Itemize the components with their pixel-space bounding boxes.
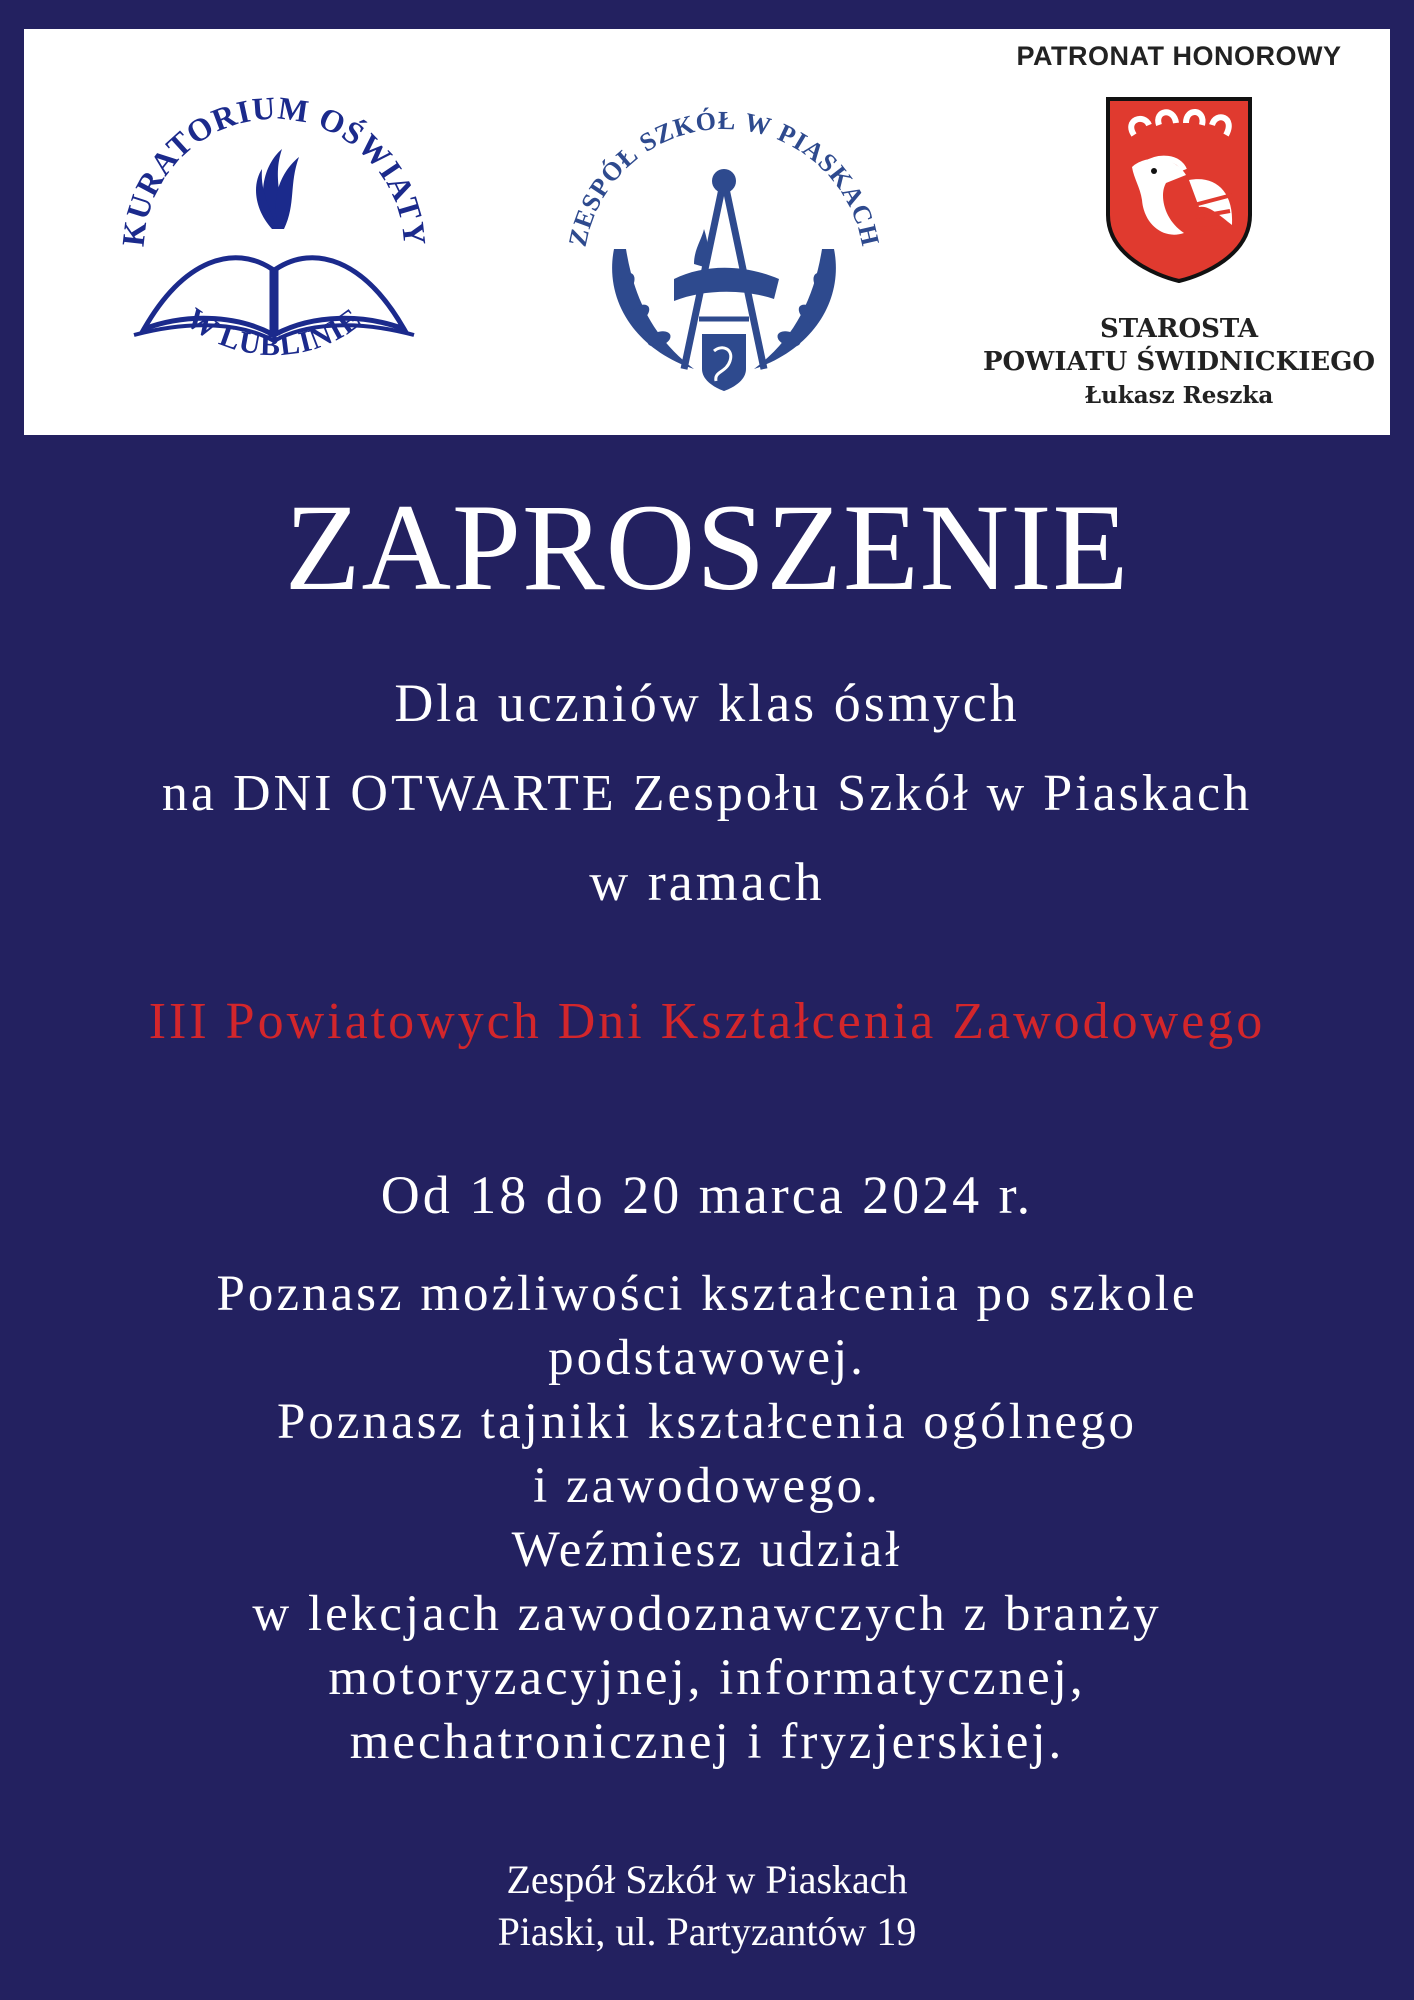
coat-of-arms-icon bbox=[1104, 95, 1254, 290]
kuratorium-bottom-text: W LUBLINIE bbox=[180, 301, 368, 363]
description-line: i zawodowego. bbox=[533, 1458, 881, 1514]
description-line: podstawowej. bbox=[548, 1330, 866, 1386]
description-line: motoryzacyjnej, informatycznej, bbox=[328, 1650, 1086, 1706]
starosta-district: POWIATU ŚWIDNICKIEGO bbox=[982, 347, 1376, 377]
description-line: w lekcjach zawodoznawczych z branży bbox=[252, 1586, 1162, 1642]
patronat-block bbox=[974, 29, 1384, 435]
description-line: Poznasz możliwości kształcenia po szkole bbox=[216, 1266, 1198, 1322]
flame-small-icon bbox=[694, 229, 708, 267]
shield-icon bbox=[702, 334, 746, 391]
page-title: ZAPROSZENIE bbox=[284, 479, 1130, 616]
footer-address: Piaski, ul. Partyzantów 19 bbox=[497, 1909, 917, 1954]
logo-banner bbox=[24, 29, 1390, 435]
description bbox=[0, 1262, 1414, 1774]
compass-hinge-icon bbox=[712, 169, 736, 193]
intro-line-3: w ramach bbox=[589, 852, 825, 912]
patronat-heading: PATRONAT HONOROWY bbox=[1016, 41, 1342, 71]
description-line: Poznasz tajniki kształcenia ogólnego bbox=[276, 1394, 1138, 1450]
starosta-title: STAROSTA bbox=[1099, 314, 1258, 344]
book-icon bbox=[674, 268, 779, 301]
flame-icon bbox=[256, 149, 299, 229]
kuratorium-top-text: KURATORIUM OŚWIATY bbox=[114, 89, 434, 248]
intro-line-1: Dla uczniów klas ósmych bbox=[394, 673, 1020, 733]
zespol-szkol-logo bbox=[544, 69, 904, 419]
starosta-name: Łukasz Reszka bbox=[1084, 382, 1274, 409]
description-line: mechatronicznej i fryzjerskiej. bbox=[349, 1714, 1065, 1770]
description-line: Weźmiesz udział bbox=[511, 1522, 903, 1578]
kuratorium-logo bbox=[104, 69, 444, 389]
open-book-icon bbox=[134, 258, 414, 341]
intro-line-2: na DNI OTWARTE Zespołu Szkół w Piaskach bbox=[161, 765, 1253, 822]
footer-school: Zespół Szkół w Piaskach bbox=[506, 1857, 908, 1902]
event-name: III Powiatowych Dni Kształcenia Zawodowego bbox=[148, 993, 1266, 1050]
event-date: Od 18 do 20 marca 2024 r. bbox=[380, 1165, 1034, 1225]
zespol-arc-text: ZESPÓŁ SZKÓŁ W PIASKACH bbox=[562, 105, 886, 250]
